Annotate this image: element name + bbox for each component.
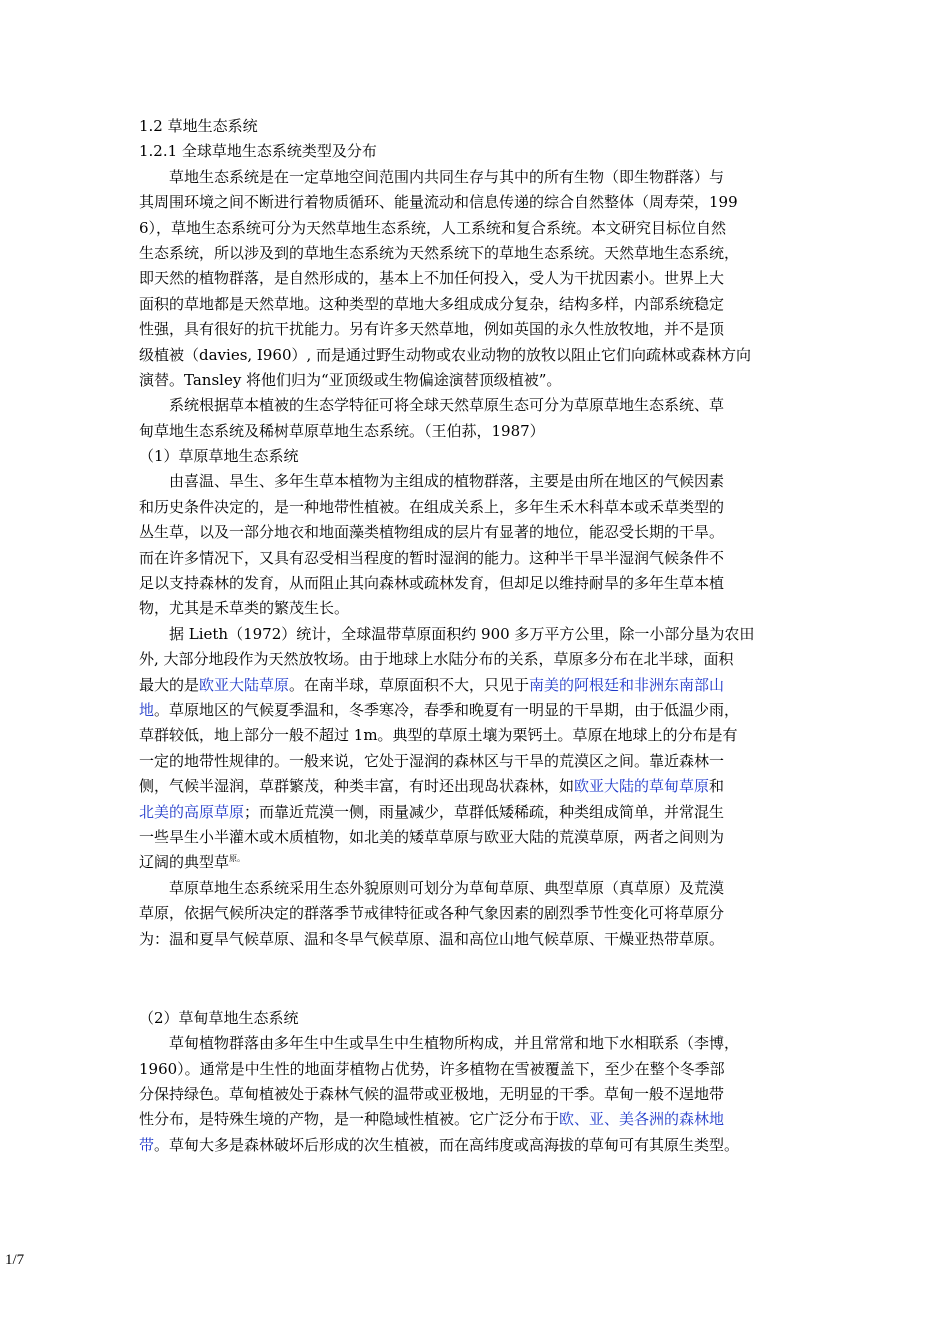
- text-line: 由喜温、旱生、多年生草本植物为主组成的植物群落，主要是由所在地区的气候因素: [139, 472, 725, 491]
- text-segment: 。草原地区的气候夏季温和，冬季寒冷，春季和晚夏有一明显的干旱期，由于低温少雨，: [154, 700, 740, 719]
- text-line: 草原草地生态系统采用生态外貌原则可划分为草甸草原、典型草原（真草原）及荒漠: [139, 878, 725, 897]
- document-body: [139, 114, 819, 1158]
- paragraph-intro: [139, 165, 819, 394]
- text-line: 演替。Tansley 将他们归为“亚顶级或生物偏途演替顶级植被”。: [139, 370, 562, 389]
- text-line: 一些旱生小半灌木或木质植物，如北美的矮草草原与欧亚大陆的荒漠草原，两者之间则为: [139, 827, 725, 846]
- paragraph-steppe-description: [139, 469, 819, 621]
- text-line: 为：温和夏旱气候草原、温和冬旱气候草原、温和高位山地气候草原、干燥亚热带草原。: [139, 929, 725, 948]
- text-line: [139, 800, 819, 825]
- subsection-steppe-title: （1）草原草地生态系统: [139, 447, 299, 466]
- text-segment: 。草甸大多是森林破坏后形成的次生植被，而在高纬度或高海拔的草甸可有其原生类型。: [154, 1135, 740, 1154]
- text-line: 生态系统，所以涉及到的草地生态系统为天然系统下的草地生态系统。天然草地生态系统，: [139, 243, 740, 262]
- text-line: 外, 大部分地段作为天然放牧场。由于地球上水陆分布的关系，草原多分布在北半球，面积: [139, 650, 734, 669]
- text-line: [139, 774, 819, 799]
- text-line: 分保持绿色。草甸植被处于森林气候的温带或亚极地，无明显的干季。草甸一般不逞地带: [139, 1085, 725, 1104]
- section-heading: 1.2 草地生态系统: [139, 117, 258, 135]
- text-line: [139, 850, 819, 875]
- paragraph-meadow: [139, 1031, 819, 1158]
- paragraph-classification: [139, 393, 819, 444]
- text-segment: 。在南半球，草原面积不大，只见于: [289, 675, 530, 694]
- eurasian-steppe-link[interactable]: 欧亚大陆草原: [199, 675, 290, 694]
- text-segment: ；而靠近荒漠一侧，雨量减少，草群低矮稀疏，种类组成简单，并常混生: [244, 802, 725, 821]
- eurasian-meadow-steppe-link[interactable]: 欧亚大陆的草甸草原: [574, 777, 710, 796]
- text-line: 草地生态系统是在一定草地空间范围内共同生存与其中的所有生物（即生物群落）与: [139, 167, 725, 186]
- text-line: 6），草地生态系统可分为天然草地生态系统，人工系统和复合系统。本文研究目标位自然: [139, 218, 727, 237]
- text-segment: 最大的是: [139, 675, 200, 694]
- subsection-meadow-title: （2）草甸草地生态系统: [139, 1008, 299, 1027]
- text-line: [139, 698, 819, 723]
- text-segment: 和: [709, 777, 725, 796]
- text-line: 草群较低，地上部分一般不超过 1m。典型的草原土壤为栗钙土。草原在地球上的分布是有: [139, 726, 738, 745]
- text-line: 一定的地带性规律的。一般来说，它处于湿润的森林区与干旱的荒漠区之间。靠近森林一: [139, 751, 725, 770]
- text-segment: 侧，气候半湿润，草群繁茂，种类丰富，有时还出现岛状森林，如: [139, 777, 575, 796]
- text-line: 物，尤其是禾草类的繁茂生长。: [139, 599, 350, 618]
- forest-zone-link[interactable]: 欧、亚、美各洲的森林地: [559, 1110, 725, 1129]
- text-line: [139, 1107, 819, 1132]
- paragraph-steppe-distribution: [139, 622, 819, 876]
- text-line: 据 Lieth（1972）统计，全球温带草原面积约 900 多万平方公里，除一小部分垦为农田: [139, 624, 755, 643]
- text-line: 丛生草，以及一部分地衣和地面藻类植物组成的层片有显著的地位，能忍受长期的干旱。: [139, 523, 725, 542]
- north-american-prairie-link[interactable]: 北美的高原草原: [139, 802, 245, 821]
- text-line: [139, 1133, 819, 1158]
- text-line: 其周围环境之间不断进行着物质循环、能量流动和信息传递的综合自然整体（周寿荣，199: [139, 193, 738, 212]
- text-segment: 性分布，是特殊生境的产物，是一种隐域性植被。它广泛分布于: [139, 1110, 560, 1129]
- text-line: 即天然的植物群落，是自然形成的，基本上不加任何投入，受人为干扰因素小。世界上大: [139, 269, 725, 288]
- text-line: 级植被（davies, I960）, 而是通过野生动物或农业动物的放牧以阻止它们向疏林或森林方向: [139, 345, 752, 364]
- text-line: 甸草地生态系统及稀树草原草地生态系统。（王伯荪，1987）: [139, 421, 545, 440]
- paragraph-gap: [139, 952, 819, 979]
- text-line: 面积的草地都是天然草地。这种类型的草地大多组成成分复杂，结构多样，内部系统稳定: [139, 294, 725, 313]
- text-line: 性强，具有很好的抗干扰能力。另有许多天然草地，例如英国的永久性放牧地，并不是顶: [139, 320, 725, 339]
- page-number: 1/7: [5, 1252, 25, 1268]
- paragraph-steppe-types: [139, 876, 819, 952]
- superscript-note: 原。: [229, 854, 246, 864]
- text-line: 足以支持森林的发育，从而阻止其向森林或疏林发育，但却足以维持耐旱的多年生草本植: [139, 574, 725, 593]
- text-line: 草原，依据气候所决定的群落季节戒律特征或各种气象因素的剧烈季节性变化可将草原分: [139, 904, 725, 923]
- text-line: 和历史条件决定的，是一种地带性植被。在组成关系上，多年生禾木科草本或禾草类型的: [139, 497, 725, 516]
- text-line: 而在许多情况下，又具有忍受相当程度的暂时湿润的能力。这种半干旱半湿润气候条件不: [139, 548, 725, 567]
- text-segment: 辽阔的典型草: [139, 853, 230, 872]
- south-america-africa-link-cont[interactable]: 地: [139, 700, 155, 719]
- text-line: [139, 673, 819, 698]
- text-line: 1960）。通常是中生性的地面芽植物占优势，许多植物在雪被覆盖下，至少在整个冬季部: [139, 1059, 725, 1078]
- subsection-heading: 1.2.1 全球草地生态系统类型及分布: [139, 142, 377, 161]
- text-line: 草甸植物群落由多年生中生或旱生中生植物所构成，并且常常和地下水相联系（李博，: [139, 1034, 740, 1053]
- forest-zone-link-cont[interactable]: 带: [139, 1135, 155, 1154]
- south-america-africa-link[interactable]: 南美的阿根廷和非洲东南部山: [529, 675, 725, 694]
- paragraph-gap: [139, 979, 819, 1006]
- text-line: 系统根据草本植被的生态学特征可将全球天然草原生态可分为草原草地生态系统、草: [139, 396, 725, 415]
